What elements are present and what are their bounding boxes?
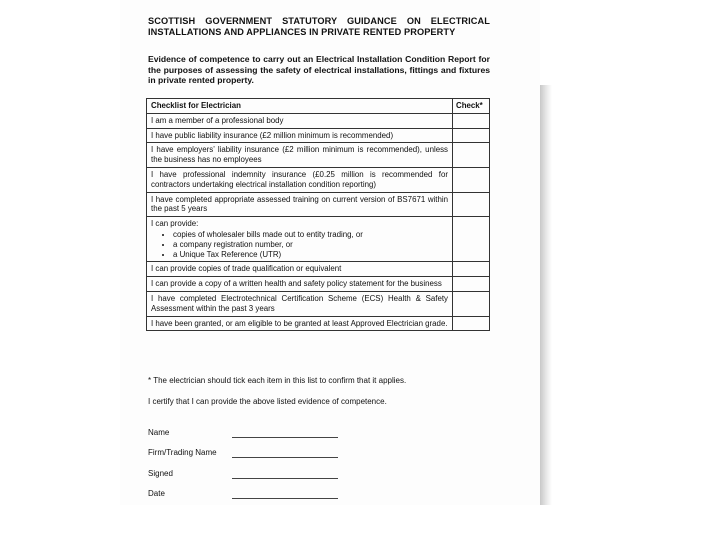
check-cell bbox=[453, 113, 490, 128]
name-line bbox=[232, 428, 338, 438]
list-item: • a company registration number, or bbox=[173, 240, 448, 250]
check-cell bbox=[453, 277, 490, 292]
checklist-item: I have public liability insurance (£2 million minimum is recommended) bbox=[147, 128, 453, 143]
table-header-row bbox=[147, 99, 490, 114]
check-cell bbox=[453, 128, 490, 143]
table-row bbox=[147, 277, 490, 292]
table-row bbox=[147, 167, 490, 192]
checklist-item: I have completed appropriate assessed training on current version of BS7671 within the past 5 years bbox=[147, 192, 453, 217]
name-label: Name bbox=[148, 428, 170, 437]
certify-statement: I certify that I can provide the above listed evidence of competence. bbox=[148, 397, 387, 406]
page-shadow bbox=[540, 85, 552, 505]
table-row bbox=[147, 143, 490, 168]
checklist-item: I have been granted, or am eligible to be granted at least Approved Electrician grade. bbox=[147, 316, 453, 331]
checklist-item: I have employers’ liability insurance (£2 million minimum is recommended), unless the business has no employees bbox=[147, 143, 453, 168]
checklist-item: I can provide a copy of a written health and safety policy statement for the business bbox=[147, 277, 453, 292]
firm-label: Firm/Trading Name bbox=[148, 448, 217, 457]
check-cell bbox=[453, 192, 490, 217]
footnote: * The electrician should tick each item in this list to confirm that it applies. bbox=[148, 376, 407, 385]
list-item: • a Unique Tax Reference (UTR) bbox=[173, 250, 448, 260]
signed-label: Signed bbox=[148, 469, 173, 478]
provide-intro: I can provide: bbox=[151, 219, 199, 229]
checklist-header: Checklist for Electrician bbox=[147, 99, 453, 114]
list-item: • copies of wholesaler bills made out to entity trading, or bbox=[173, 230, 448, 240]
document-title: SCOTTISH GOVERNMENT STATUTORY GUIDANCE ON ELECTRICAL INSTALLATIONS AND APPLIANCES IN PRIVATE RENTED PROPERTY bbox=[148, 16, 490, 37]
signed-line bbox=[232, 469, 338, 479]
table-row bbox=[147, 113, 490, 128]
checklist-item bbox=[147, 217, 453, 262]
check-cell bbox=[453, 291, 490, 316]
check-cell bbox=[453, 217, 490, 262]
table-row bbox=[147, 128, 490, 143]
checklist-item: I have professional indemnity insurance (£0.25 million is recommended for contractors undertaking electrical installation condition reporting) bbox=[147, 167, 453, 192]
table-row bbox=[147, 217, 490, 262]
checklist-item: I can provide copies of trade qualification or equivalent bbox=[147, 262, 453, 277]
provide-options-list bbox=[151, 230, 448, 259]
date-line bbox=[232, 489, 338, 499]
table-row bbox=[147, 262, 490, 277]
checklist-item: I have completed Electrotechnical Certification Scheme (ECS) Health & Safety Assessment within the past 3 years bbox=[147, 291, 453, 316]
check-cell bbox=[453, 316, 490, 331]
checklist-item: I am a member of a professional body bbox=[147, 113, 453, 128]
firm-line bbox=[232, 448, 338, 458]
check-header: Check* bbox=[453, 99, 490, 114]
table-row bbox=[147, 291, 490, 316]
check-cell bbox=[453, 262, 490, 277]
document-subtitle: Evidence of competence to carry out an Electrical Installation Condition Report for the purposes of assessing the safety of electrical installations, fittings and fixtures in private rented property. bbox=[148, 54, 490, 85]
date-label: Date bbox=[148, 489, 165, 498]
check-cell bbox=[453, 143, 490, 168]
check-cell bbox=[453, 167, 490, 192]
table-row bbox=[147, 316, 490, 331]
electrician-checklist-table bbox=[146, 98, 490, 331]
table-row bbox=[147, 192, 490, 217]
